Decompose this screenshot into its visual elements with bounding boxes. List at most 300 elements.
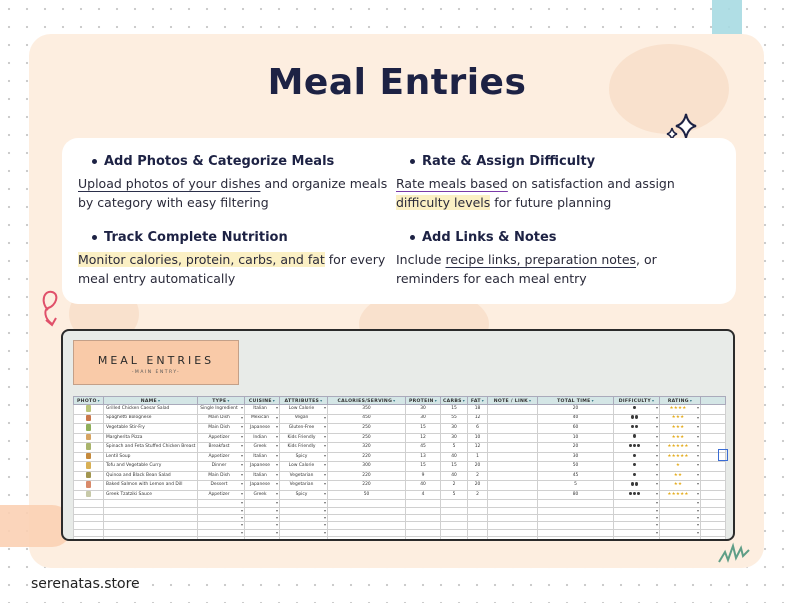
empty-cell[interactable] <box>74 529 104 536</box>
cell-type[interactable]: Main Dish ▾ <box>198 414 245 424</box>
cell-time[interactable]: 5 <box>538 481 614 491</box>
cell-protein[interactable]: 40 <box>406 481 441 491</box>
cell-protein[interactable]: 9 <box>406 471 441 481</box>
cell-rating[interactable] <box>660 405 701 415</box>
cell-protein[interactable]: 45 <box>406 443 441 453</box>
star-icon: ★★★★★ <box>667 453 689 459</box>
empty-cell[interactable] <box>328 529 406 536</box>
dropdown-arrow-icon[interactable]: ▾ <box>434 397 438 403</box>
cell-cuisine[interactable]: Greek ▾ <box>245 443 280 453</box>
star-icon: ★ <box>675 463 681 469</box>
photo-cell[interactable] <box>74 424 104 434</box>
cell-rating[interactable] <box>660 443 701 453</box>
empty-cell[interactable] <box>441 529 468 536</box>
empty-cell[interactable] <box>614 529 660 536</box>
cell-note[interactable] <box>488 462 538 472</box>
cell-name[interactable]: Grilled Chicken Caesar Salad <box>104 405 198 415</box>
dropdown-arrow-icon[interactable]: ▾ <box>651 397 655 403</box>
empty-cell[interactable] <box>198 500 245 507</box>
empty-cell[interactable] <box>280 529 328 536</box>
cell-fat[interactable]: 10 <box>468 433 488 443</box>
dropdown-arrow-icon[interactable]: ▾ <box>97 397 100 403</box>
empty-cell[interactable] <box>198 522 245 529</box>
star-icon: ★★★ <box>671 424 685 430</box>
cell-name[interactable]: Lentil Soup <box>104 452 198 462</box>
empty-cell[interactable] <box>614 536 660 541</box>
cell-fat[interactable]: 2 <box>468 490 488 500</box>
column-header-note-link[interactable] <box>488 397 538 405</box>
cell-difficulty[interactable] <box>614 443 660 453</box>
cell-protein[interactable]: 4 <box>406 490 441 500</box>
empty-cell[interactable] <box>74 536 104 541</box>
column-header-name[interactable] <box>104 397 198 405</box>
cell-time[interactable]: 20 <box>538 443 614 453</box>
dropdown-arrow-icon[interactable]: ▾ <box>393 397 396 403</box>
cell-cuisine[interactable]: Italian ▾ <box>245 405 280 415</box>
cell-protein[interactable]: 15 <box>406 462 441 472</box>
cell-carbs[interactable]: 2 <box>441 481 468 491</box>
empty-cell[interactable] <box>660 536 701 541</box>
column-header-label: RATING <box>667 398 689 404</box>
cell-extra[interactable] <box>701 471 726 481</box>
empty-cell[interactable] <box>701 507 726 514</box>
cell-name[interactable]: Margherita Pizza <box>104 433 198 443</box>
empty-cell[interactable] <box>104 500 198 507</box>
dropdown-arrow-icon[interactable]: ▾ <box>528 397 532 403</box>
cell-extra[interactable] <box>701 414 726 424</box>
dropdown-arrow-icon[interactable]: ▾ <box>320 397 323 403</box>
cell-calories[interactable]: 450 <box>328 414 406 424</box>
empty-cell[interactable] <box>538 507 614 514</box>
food-photo-icon <box>86 405 91 412</box>
empty-cell[interactable] <box>538 515 614 522</box>
cell-attributes[interactable]: Low Calorie ▾ <box>280 405 328 415</box>
empty-cell[interactable] <box>104 507 198 514</box>
empty-cell[interactable] <box>488 500 538 507</box>
cell-note[interactable] <box>488 433 538 443</box>
empty-cell[interactable] <box>488 529 538 536</box>
cell-protein[interactable]: 30 <box>406 405 441 415</box>
cell-difficulty[interactable] <box>614 481 660 491</box>
empty-cell[interactable] <box>280 536 328 541</box>
cell-carbs[interactable]: 40 <box>441 452 468 462</box>
cell-difficulty[interactable] <box>614 433 660 443</box>
feature-text: for future planning <box>490 195 612 210</box>
column-header-label: CUISINE <box>248 398 272 404</box>
photo-cell[interactable] <box>74 452 104 462</box>
cell-calories[interactable]: 220 <box>328 471 406 481</box>
empty-cell[interactable] <box>441 522 468 529</box>
cell-attributes[interactable]: Low Calorie ▾ <box>280 462 328 472</box>
cell-calories[interactable]: 220 <box>328 452 406 462</box>
empty-cell[interactable] <box>614 500 660 507</box>
table-header-row <box>74 397 726 405</box>
cell-cuisine[interactable]: Japanese ▾ <box>245 481 280 491</box>
column-header-label: CARBS <box>442 398 462 404</box>
cell-calories[interactable]: 220 <box>328 481 406 491</box>
cell-protein[interactable]: 12 <box>406 433 441 443</box>
empty-cell[interactable] <box>104 515 198 522</box>
column-header-total-time[interactable] <box>538 397 614 405</box>
empty-cell[interactable] <box>660 500 701 507</box>
cell-note[interactable] <box>488 405 538 415</box>
cell-difficulty[interactable] <box>614 414 660 424</box>
table-row[interactable] <box>74 471 726 481</box>
cell-fat[interactable]: 2 <box>468 471 488 481</box>
column-header-attributes[interactable] <box>280 397 328 405</box>
empty-cell[interactable] <box>245 507 280 514</box>
cell-attributes[interactable]: Vegetarian ▾ <box>280 481 328 491</box>
cell-difficulty[interactable] <box>614 462 660 472</box>
column-header-cuisine[interactable] <box>245 397 280 405</box>
cell-calories[interactable]: 350 <box>328 405 406 415</box>
empty-cell[interactable] <box>538 536 614 541</box>
cell-rating[interactable] <box>660 481 701 491</box>
empty-cell[interactable] <box>104 536 198 541</box>
cell-extra[interactable] <box>701 405 726 415</box>
cell-calories[interactable]: 300 <box>328 462 406 472</box>
cell-fat[interactable]: 6 <box>468 424 488 434</box>
cell-cuisine[interactable]: Italian ▾ <box>245 452 280 462</box>
cell-attributes[interactable]: Gluten-Free ▾ <box>280 424 328 434</box>
empty-cell[interactable] <box>468 522 488 529</box>
cell-type[interactable]: Appetizer ▾ <box>198 452 245 462</box>
empty-cell[interactable] <box>660 529 701 536</box>
cell-note[interactable] <box>488 471 538 481</box>
cell-extra[interactable] <box>701 490 726 500</box>
food-photo-icon <box>86 415 91 422</box>
feature-highlight-text: difficulty levels <box>396 195 491 210</box>
cell-note[interactable] <box>488 452 538 462</box>
difficulty-icon <box>633 434 636 437</box>
difficulty-icon <box>631 482 634 485</box>
cell-fat[interactable]: 20 <box>468 481 488 491</box>
empty-cell[interactable] <box>74 500 104 507</box>
table-row-empty[interactable] <box>74 522 726 529</box>
cell-rating[interactable] <box>660 424 701 434</box>
cell-time[interactable]: 40 <box>538 414 614 424</box>
cell-difficulty[interactable] <box>614 490 660 500</box>
cell-fat[interactable]: 18 <box>468 405 488 415</box>
cell-note[interactable] <box>488 481 538 491</box>
cell-attributes[interactable]: Kids Friendly ▾ <box>280 433 328 443</box>
cell-time[interactable]: 50 <box>538 462 614 472</box>
empty-cell[interactable] <box>538 529 614 536</box>
empty-cell[interactable] <box>614 522 660 529</box>
empty-cell[interactable] <box>468 507 488 514</box>
cell-name[interactable]: Spinach and Feta Stuffed Chicken Breast <box>104 443 198 453</box>
cell-attributes[interactable]: Kids Friendly ▾ <box>280 443 328 453</box>
cell-cuisine[interactable]: Greek ▾ <box>245 490 280 500</box>
cell-difficulty[interactable] <box>614 405 660 415</box>
cell-attributes[interactable]: Vegetarian ▾ <box>280 471 328 481</box>
page-title: Meal Entries <box>267 62 527 103</box>
empty-cell[interactable] <box>488 515 538 522</box>
cell-time[interactable]: 80 <box>538 490 614 500</box>
table-row[interactable] <box>74 443 726 453</box>
dropdown-arrow-icon[interactable]: ▾ <box>481 397 485 403</box>
cell-note[interactable] <box>488 424 538 434</box>
dropdown-arrow-icon[interactable]: ▾ <box>462 397 466 403</box>
empty-cell[interactable] <box>701 536 726 541</box>
dropdown-arrow-icon[interactable]: ▾ <box>591 397 594 403</box>
cell-carbs[interactable]: 40 <box>441 471 468 481</box>
table-row[interactable] <box>74 405 726 415</box>
cell-fat[interactable]: 12 <box>468 414 488 424</box>
empty-cell[interactable] <box>74 522 104 529</box>
cell-difficulty[interactable] <box>614 471 660 481</box>
empty-cell[interactable] <box>104 522 198 529</box>
cell-name[interactable]: Baked Salmon with Lemon and Dill <box>104 481 198 491</box>
cell-fat[interactable]: 20 <box>468 462 488 472</box>
cell-protein[interactable]: 13 <box>406 452 441 462</box>
cell-extra[interactable] <box>701 481 726 491</box>
empty-cell[interactable] <box>614 507 660 514</box>
difficulty-icon <box>633 473 636 476</box>
feature-description <box>396 250 696 288</box>
cell-rating[interactable] <box>660 471 701 481</box>
empty-cell[interactable] <box>468 536 488 541</box>
empty-cell[interactable] <box>406 515 441 522</box>
empty-cell[interactable] <box>198 507 245 514</box>
table-row[interactable] <box>74 433 726 443</box>
empty-cell[interactable] <box>104 529 198 536</box>
table-row-empty[interactable] <box>74 507 726 514</box>
cell-protein[interactable]: 15 <box>406 424 441 434</box>
cell-type[interactable]: Single Ingredient ▾ <box>198 405 245 415</box>
empty-cell[interactable] <box>488 536 538 541</box>
cell-extra[interactable] <box>701 424 726 434</box>
empty-cell[interactable] <box>406 522 441 529</box>
empty-cell[interactable] <box>245 500 280 507</box>
zigzag-icon <box>717 538 751 566</box>
table-row[interactable] <box>74 490 726 500</box>
empty-cell[interactable] <box>488 522 538 529</box>
cell-carbs[interactable]: 55 <box>441 414 468 424</box>
feature-highlight-text: Monitor calories, protein, carbs, and fat <box>78 252 325 267</box>
feature-text: , or reminders for each meal entry <box>396 252 657 286</box>
cell-cuisine[interactable]: Japanese ▾ <box>245 424 280 434</box>
empty-cell[interactable] <box>660 522 701 529</box>
column-header-label: TOTAL TIME <box>557 398 591 404</box>
photo-cell[interactable] <box>74 490 104 500</box>
cell-selection-handle[interactable] <box>718 449 728 461</box>
photo-cell[interactable] <box>74 414 104 424</box>
cell-time[interactable]: 45 <box>538 471 614 481</box>
photo-cell[interactable] <box>74 405 104 415</box>
column-header-photo[interactable] <box>74 397 104 405</box>
food-photo-icon <box>86 491 91 498</box>
empty-cell[interactable] <box>328 515 406 522</box>
photo-cell[interactable] <box>74 462 104 472</box>
empty-cell[interactable] <box>74 515 104 522</box>
feature-underline-text: Upload photos of your dishes <box>78 176 261 191</box>
cell-attributes[interactable]: Spicy ▾ <box>280 452 328 462</box>
column-header-rating[interactable] <box>660 397 701 405</box>
empty-cell[interactable] <box>328 500 406 507</box>
empty-cell[interactable] <box>245 536 280 541</box>
cell-difficulty[interactable] <box>614 424 660 434</box>
table-row[interactable] <box>74 424 726 434</box>
cell-extra[interactable] <box>701 433 726 443</box>
empty-cell[interactable] <box>245 529 280 536</box>
cell-rating[interactable] <box>660 462 701 472</box>
food-photo-icon <box>86 472 91 479</box>
cell-difficulty[interactable] <box>614 452 660 462</box>
cell-rating[interactable] <box>660 490 701 500</box>
empty-cell[interactable] <box>280 500 328 507</box>
feature-text: and organize meals by category with easy filtering <box>78 176 388 210</box>
cell-calories[interactable]: 250 <box>328 433 406 443</box>
cell-name[interactable]: Tofu and Vegetable Curry <box>104 462 198 472</box>
cell-type[interactable]: Appetizer ▾ <box>198 433 245 443</box>
cell-calories[interactable]: 50 <box>328 490 406 500</box>
cell-name[interactable]: Vegetable Stir-Fry <box>104 424 198 434</box>
empty-cell[interactable] <box>198 515 245 522</box>
cell-cuisine[interactable]: Indian ▾ <box>245 433 280 443</box>
cell-time[interactable]: 10 <box>538 433 614 443</box>
difficulty-icon <box>633 492 636 495</box>
star-icon: ★★★ <box>671 434 685 440</box>
dropdown-arrow-icon[interactable]: ▾ <box>689 397 693 403</box>
cell-fat[interactable]: 12 <box>468 443 488 453</box>
cell-carbs[interactable]: 30 <box>441 424 468 434</box>
cell-cuisine[interactable]: Mexican ▾ <box>245 414 280 424</box>
cell-note[interactable] <box>488 490 538 500</box>
cell-type[interactable]: Main Dish ▾ <box>198 471 245 481</box>
empty-cell[interactable] <box>406 507 441 514</box>
table-row[interactable] <box>74 452 726 462</box>
empty-cell[interactable] <box>406 500 441 507</box>
cell-carbs[interactable]: 30 <box>441 433 468 443</box>
cell-calories[interactable]: 320 <box>328 443 406 453</box>
empty-cell[interactable] <box>538 522 614 529</box>
cell-attributes[interactable]: Vegan ▾ <box>280 414 328 424</box>
cell-cuisine[interactable]: Italian ▾ <box>245 471 280 481</box>
dropdown-arrow-icon[interactable]: ▾ <box>272 397 276 403</box>
empty-cell[interactable] <box>280 515 328 522</box>
cell-cuisine[interactable]: Japanese ▾ <box>245 462 280 472</box>
feature-description <box>78 250 398 288</box>
photo-cell[interactable] <box>74 433 104 443</box>
cell-type[interactable]: Dessert ▾ <box>198 481 245 491</box>
cell-name[interactable]: Spaghetti Bolognese <box>104 414 198 424</box>
difficulty-icon <box>631 425 634 428</box>
column-header-protein[interactable] <box>406 397 441 405</box>
cell-type[interactable]: Appetizer ▾ <box>198 490 245 500</box>
cell-calories[interactable]: 250 <box>328 424 406 434</box>
empty-cell[interactable] <box>198 536 245 541</box>
photo-cell[interactable] <box>74 443 104 453</box>
cell-type[interactable]: Dinner ▾ <box>198 462 245 472</box>
empty-cell[interactable] <box>468 529 488 536</box>
table-row[interactable] <box>74 414 726 424</box>
empty-cell[interactable] <box>701 522 726 529</box>
table-row-empty[interactable] <box>74 515 726 522</box>
cell-carbs[interactable]: 15 <box>441 462 468 472</box>
cell-note[interactable] <box>488 443 538 453</box>
difficulty-icon <box>633 406 636 409</box>
cell-protein[interactable]: 30 <box>406 414 441 424</box>
empty-cell[interactable] <box>441 500 468 507</box>
empty-cell[interactable] <box>280 522 328 529</box>
empty-cell[interactable] <box>660 507 701 514</box>
table-row-empty[interactable] <box>74 536 726 541</box>
cell-rating[interactable] <box>660 452 701 462</box>
column-header-type[interactable] <box>198 397 245 405</box>
empty-cell[interactable] <box>701 529 726 536</box>
cell-carbs[interactable]: 15 <box>441 405 468 415</box>
empty-cell[interactable] <box>245 522 280 529</box>
cell-time[interactable]: 30 <box>538 452 614 462</box>
empty-cell[interactable] <box>488 507 538 514</box>
feature-text: for every meal entry automatically <box>78 252 386 286</box>
photo-cell[interactable] <box>74 481 104 491</box>
empty-cell[interactable] <box>660 515 701 522</box>
empty-cell[interactable] <box>280 507 328 514</box>
table-row-empty[interactable] <box>74 500 726 507</box>
empty-cell[interactable] <box>328 536 406 541</box>
empty-cell[interactable] <box>441 515 468 522</box>
meal-table-wrap <box>73 396 725 541</box>
cell-name[interactable]: Greek Tzatziki Sauce <box>104 490 198 500</box>
cell-type[interactable]: Main Dish ▾ <box>198 424 245 434</box>
empty-cell[interactable] <box>198 529 245 536</box>
cell-name[interactable]: Quinoa and Black Bean Salad <box>104 471 198 481</box>
table-row-empty[interactable] <box>74 529 726 536</box>
cell-rating[interactable] <box>660 414 701 424</box>
empty-cell[interactable] <box>441 507 468 514</box>
empty-cell[interactable] <box>245 515 280 522</box>
empty-cell[interactable] <box>441 536 468 541</box>
dropdown-arrow-icon[interactable]: ▾ <box>158 397 161 403</box>
spreadsheet-preview <box>61 329 735 541</box>
cell-attributes[interactable]: Spicy ▾ <box>280 490 328 500</box>
cell-rating[interactable] <box>660 433 701 443</box>
empty-cell[interactable] <box>468 500 488 507</box>
column-header-calories-serving[interactable] <box>328 397 406 405</box>
empty-cell[interactable] <box>74 507 104 514</box>
table-row[interactable] <box>74 462 726 472</box>
column-header-difficulty[interactable] <box>614 397 660 405</box>
empty-cell[interactable] <box>406 536 441 541</box>
cell-note[interactable] <box>488 414 538 424</box>
cell-carbs[interactable]: 5 <box>441 443 468 453</box>
empty-cell[interactable] <box>614 515 660 522</box>
table-row[interactable] <box>74 481 726 491</box>
empty-cell[interactable] <box>701 515 726 522</box>
photo-cell[interactable] <box>74 471 104 481</box>
empty-cell[interactable] <box>328 507 406 514</box>
footer-website: serenatas.store <box>31 576 140 592</box>
feature-title: Track Complete Nutrition <box>78 230 398 245</box>
column-header-fat[interactable] <box>468 397 488 405</box>
dropdown-arrow-icon[interactable]: ▾ <box>227 397 230 403</box>
cell-type[interactable]: Breakfast ▾ <box>198 443 245 453</box>
cell-fat[interactable]: 1 <box>468 452 488 462</box>
empty-cell[interactable] <box>701 500 726 507</box>
column-header-carbs[interactable] <box>441 397 468 405</box>
cell-carbs[interactable]: 5 <box>441 490 468 500</box>
empty-cell[interactable] <box>328 522 406 529</box>
empty-cell[interactable] <box>406 529 441 536</box>
difficulty-icon <box>637 492 640 495</box>
cell-extra[interactable] <box>701 462 726 472</box>
cell-time[interactable]: 60 <box>538 424 614 434</box>
empty-cell[interactable] <box>468 515 488 522</box>
cell-time[interactable]: 20 <box>538 405 614 415</box>
empty-cell[interactable] <box>538 500 614 507</box>
